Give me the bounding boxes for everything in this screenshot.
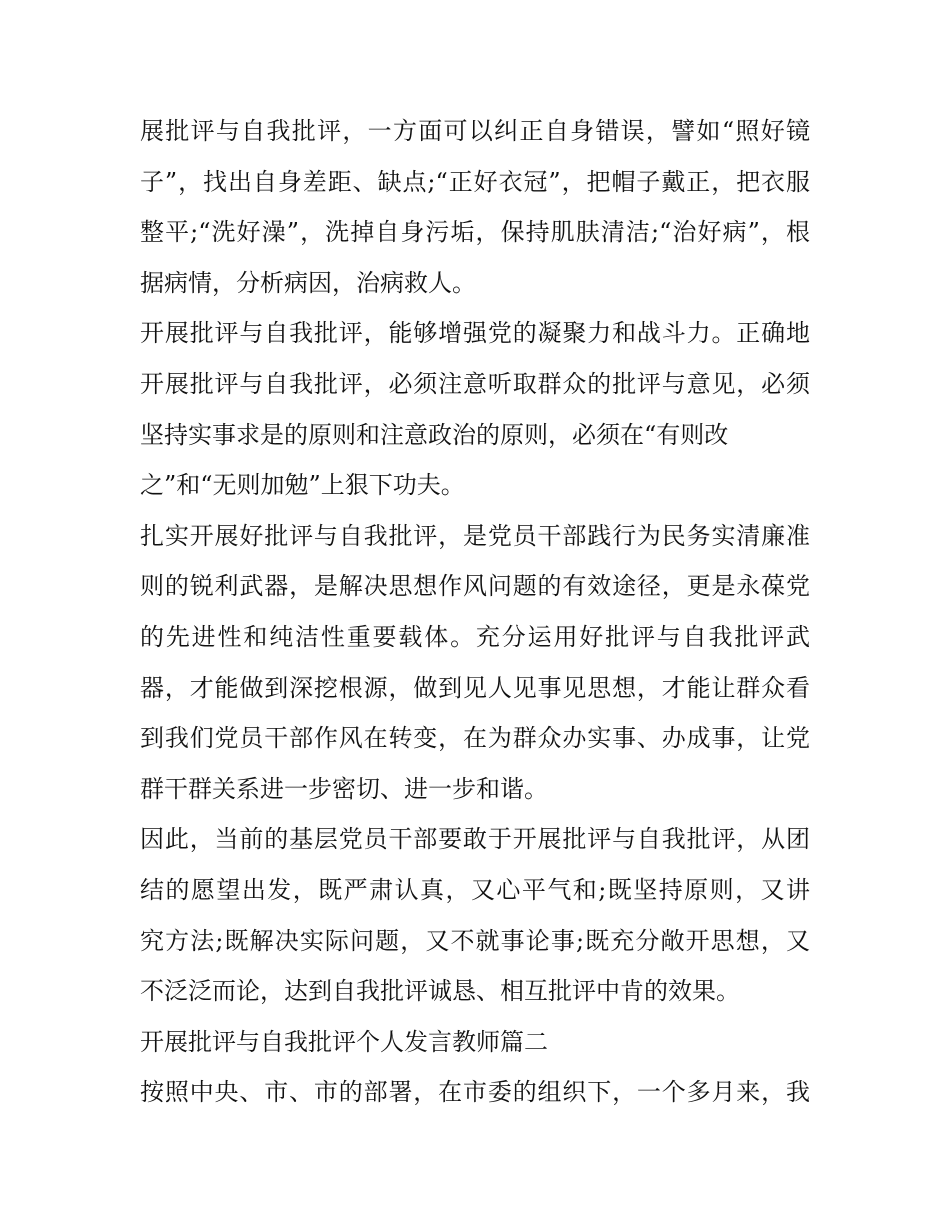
text-line: 到我们党员干部作风在转变，在为群众办实事、办成事，让党	[140, 724, 810, 753]
text-line: 整平;“洗好澡”，洗掉自身污垢，保持肌肤清洁;“治好病”，根	[140, 218, 810, 247]
text-line: 之”和“无则加勉”上狠下功夫。	[140, 471, 465, 500]
text-line: 群干群关系进一步密切、进一步和谐。	[140, 774, 548, 803]
text-line: 因此，当前的基层党员干部要敢于开展批评与自我批评，从团	[140, 825, 810, 854]
text-line: 据病情，分析病因，治病救人。	[140, 268, 476, 297]
text-line: 究方法;既解决实际问题，又不就事论事;既充分敞开思想，又	[140, 926, 810, 955]
heading-text: 开展批评与自我批评个人发言教师篇二	[140, 1027, 548, 1056]
text-line: 则的锐利武器，是解决思想作风问题的有效途径，更是永葆党	[140, 572, 810, 601]
document-body	[140, 106, 820, 1118]
paragraph-4	[140, 814, 820, 1016]
text-line: 结的愿望出发，既严肃认真，又心平气和;既坚持原则，又讲	[140, 875, 810, 904]
section-heading	[140, 1017, 820, 1068]
text-line: 子”，找出自身差距、缺点;“正好衣冠”，把帽子戴正，把衣服	[140, 167, 810, 196]
paragraph-2	[140, 308, 820, 510]
text-line: 开展批评与自我批评，能够增强党的凝聚力和战斗力。正确地	[140, 319, 810, 348]
text-line: 扎实开展好批评与自我批评，是党员干部践行为民务实清廉准	[140, 521, 810, 550]
text-line: 坚持实事求是的原则和注意政治的原则，必须在“有则改	[140, 420, 729, 449]
text-line: 展批评与自我批评，一方面可以纠正自身错误，譬如“照好镜	[140, 117, 810, 145]
paragraph-3	[140, 511, 820, 815]
text-line: 的先进性和纯洁性重要载体。充分运用好批评与自我批评武	[140, 622, 810, 651]
paragraph-1	[140, 106, 820, 308]
text-line: 器，才能做到深挖根源，做到见人见事见思想，才能让群众看	[140, 673, 810, 702]
text-line: 开展批评与自我批评，必须注意听取群众的批评与意见，必须	[140, 369, 810, 398]
text-line: 不泛泛而论，达到自我批评诚恳、相互批评中肯的效果。	[140, 977, 740, 1006]
paragraph-5	[140, 1067, 820, 1118]
text-line: 按照中央、市、市的部署，在市委的组织下，一个多月来，我	[140, 1078, 810, 1107]
